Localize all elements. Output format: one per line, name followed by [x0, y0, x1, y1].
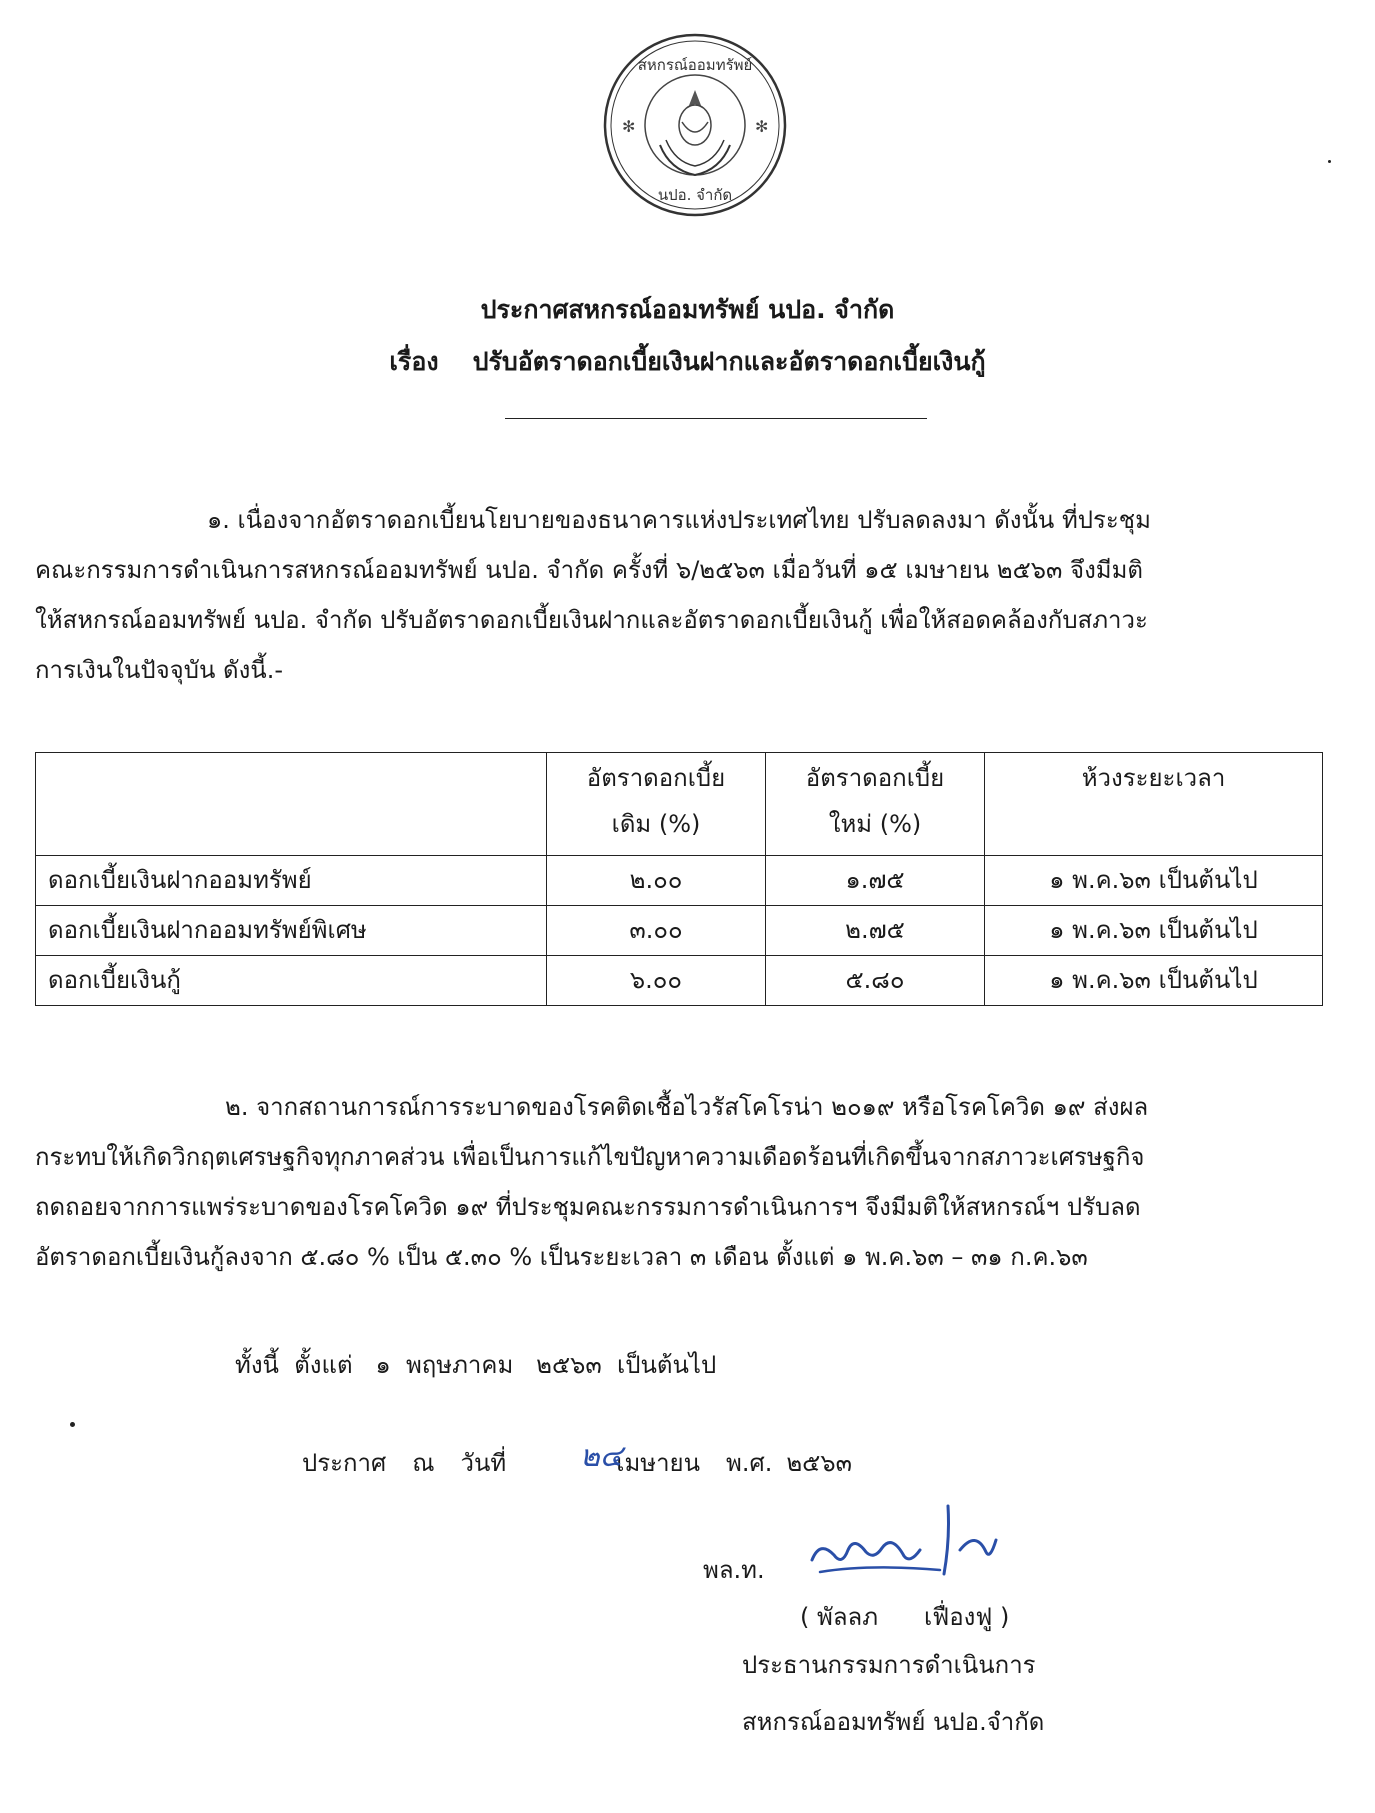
row-old-rate: ๒.๐๐: [547, 856, 766, 906]
row-new-rate: ๒.๗๕: [766, 906, 985, 956]
handwritten-day: [576, 1432, 646, 1478]
header-new-rate: [766, 753, 985, 856]
row-label: ดอกเบี้ยเงินฝากออมทรัพย์: [36, 856, 547, 906]
scan-speck: [70, 1422, 75, 1427]
row-label: ดอกเบี้ยเงินฝากออมทรัพย์พิเศษ: [36, 906, 547, 956]
paragraph-1-line: ให้สหกรณ์ออมทรัพย์ นปอ. จำกัด ปรับอัตราดอกเบี้ยเงินฝากและอัตราดอกเบี้ยเงินกู้ เพื่อให้สอดคล้องกับสภาวะ: [35, 606, 1148, 634]
signer-organization: สหกรณ์ออมทรัพย์ นปอ.จำกัด: [742, 1708, 1045, 1736]
header-blank: [36, 753, 547, 856]
signer-last-name: เฟื่องฟู ): [924, 1603, 1010, 1631]
row-new-rate: ๕.๘๐: [766, 956, 985, 1006]
svg-text:✻: ✻: [622, 117, 636, 136]
signer-rank: พล.ท.: [703, 1556, 765, 1584]
cooperative-seal: [600, 30, 790, 220]
title-underline: [505, 418, 927, 419]
announce-day-label: วันที่: [460, 1449, 507, 1477]
signer-position: ประธานกรรมการดำเนินการ: [742, 1651, 1036, 1679]
table-row: [36, 856, 1323, 906]
row-old-rate: ๖.๐๐: [547, 956, 766, 1006]
row-old-rate: ๓.๐๐: [547, 906, 766, 956]
seal-bottom-text: นปอ. จำกัด: [657, 186, 733, 204]
header-old-rate: [547, 753, 766, 856]
announcement-subject: [0, 342, 1375, 382]
signer-first-name: ( พัลลภ: [800, 1603, 879, 1631]
row-label: ดอกเบี้ยเงินกู้: [36, 956, 547, 1006]
paragraph-2-line: กระทบให้เกิดวิกฤตเศรษฐกิจทุกภาคส่วน เพื่อเป็นการแก้ไขปัญหาความเดือดร้อนที่เกิดขึ้นจากสภาวะเศรษฐกิจ: [35, 1143, 1145, 1171]
paragraph-2-line: อัตราดอกเบี้ยเงินกู้ลงจาก ๕.๘๐ % เป็น ๕.๓๐ % เป็นระยะเวลา ๓ เดือน ตั้งแต่ ๑ พ.ค.๖๓ – ๓๑ ก.ค.๖๓: [35, 1243, 1088, 1271]
announce-month: เมษายน: [616, 1449, 701, 1477]
paragraph-1-line: ๑. เนื่องจากอัตราดอกเบี้ยนโยบายของธนาคารแห่งประเทศไทย ปรับลดลงมา ดังนั้น ที่ประชุม: [207, 506, 1151, 534]
announce-prefix: ประกาศ: [302, 1449, 387, 1477]
header-old-line1: อัตราดอกเบี้ย: [586, 764, 726, 792]
interest-rate-table: [35, 752, 1323, 1006]
signer-name: [800, 1597, 1009, 1636]
scan-speck: [1328, 160, 1331, 163]
paragraph-2-line: ๒. จากสถานการณ์การระบาดของโรคติดเชื้อไวรัสโคโรน่า ๒๐๑๙ หรือโรคโควิด ๑๙ ส่งผล: [225, 1093, 1149, 1121]
paragraph-1-line: การเงินในปัจจุบัน ดังนี้.-: [35, 656, 283, 684]
announce-year: ๒๕๖๓: [786, 1449, 852, 1477]
seal-arc-text: สหกรณ์ออมทรัพย์: [637, 56, 753, 74]
row-period: ๑ พ.ค.๖๓ เป็นต้นไป: [985, 906, 1323, 956]
row-new-rate: ๑.๗๕: [766, 856, 985, 906]
paragraph-1-line: คณะกรรมการดำเนินการสหกรณ์ออมทรัพย์ นปอ. จำกัด ครั้งที่ ๖/๒๕๖๓ เมื่อวันที่ ๑๕ เมษายน ๒๕๖๓ จึงมีมติ: [35, 556, 1144, 584]
announcement-title: ประกาศสหกรณ์ออมทรัพย์ นปอ. จำกัด: [480, 295, 895, 324]
row-period: ๑ พ.ค.๖๓ เป็นต้นไป: [985, 856, 1323, 906]
paragraph-2-line: ถดถอยจากการแพร่ระบาดของโรคโควิด ๑๙ ที่ประชุมคณะกรรมการดำเนินการฯ จึงมีมติให้สหกรณ์ฯ ปรับลด: [35, 1193, 1141, 1221]
table-header-row: [36, 753, 1323, 856]
subject-text: ปรับอัตราดอกเบี้ยเงินฝากและอัตราดอกเบี้ยเงินกู้: [472, 347, 986, 376]
svg-text:✻: ✻: [755, 117, 769, 136]
table-row: [36, 906, 1323, 956]
header-old-line2: เดิม (%): [611, 810, 701, 838]
handwritten-signature: [800, 1500, 1020, 1590]
paragraph-2: [35, 1082, 1335, 1282]
announce-at: ณ: [412, 1449, 435, 1477]
svg-text:๒๔: ๒๔: [580, 1439, 623, 1474]
header-new-line2: ใหม่ (%): [828, 810, 922, 838]
paragraph-1: [35, 495, 1335, 695]
effective-date-line: ทั้งนี้ ตั้งแต่ ๑ พฤษภาคม ๒๕๖๓ เป็นต้นไป: [235, 1351, 717, 1379]
header-period: ห้วงระยะเวลา: [985, 753, 1323, 856]
table-row: [36, 956, 1323, 1006]
subject-label: เรื่อง: [389, 347, 439, 376]
announce-era: พ.ศ.: [726, 1449, 773, 1477]
row-period: ๑ พ.ค.๖๓ เป็นต้นไป: [985, 956, 1323, 1006]
header-new-line1: อัตราดอกเบี้ย: [805, 764, 945, 792]
